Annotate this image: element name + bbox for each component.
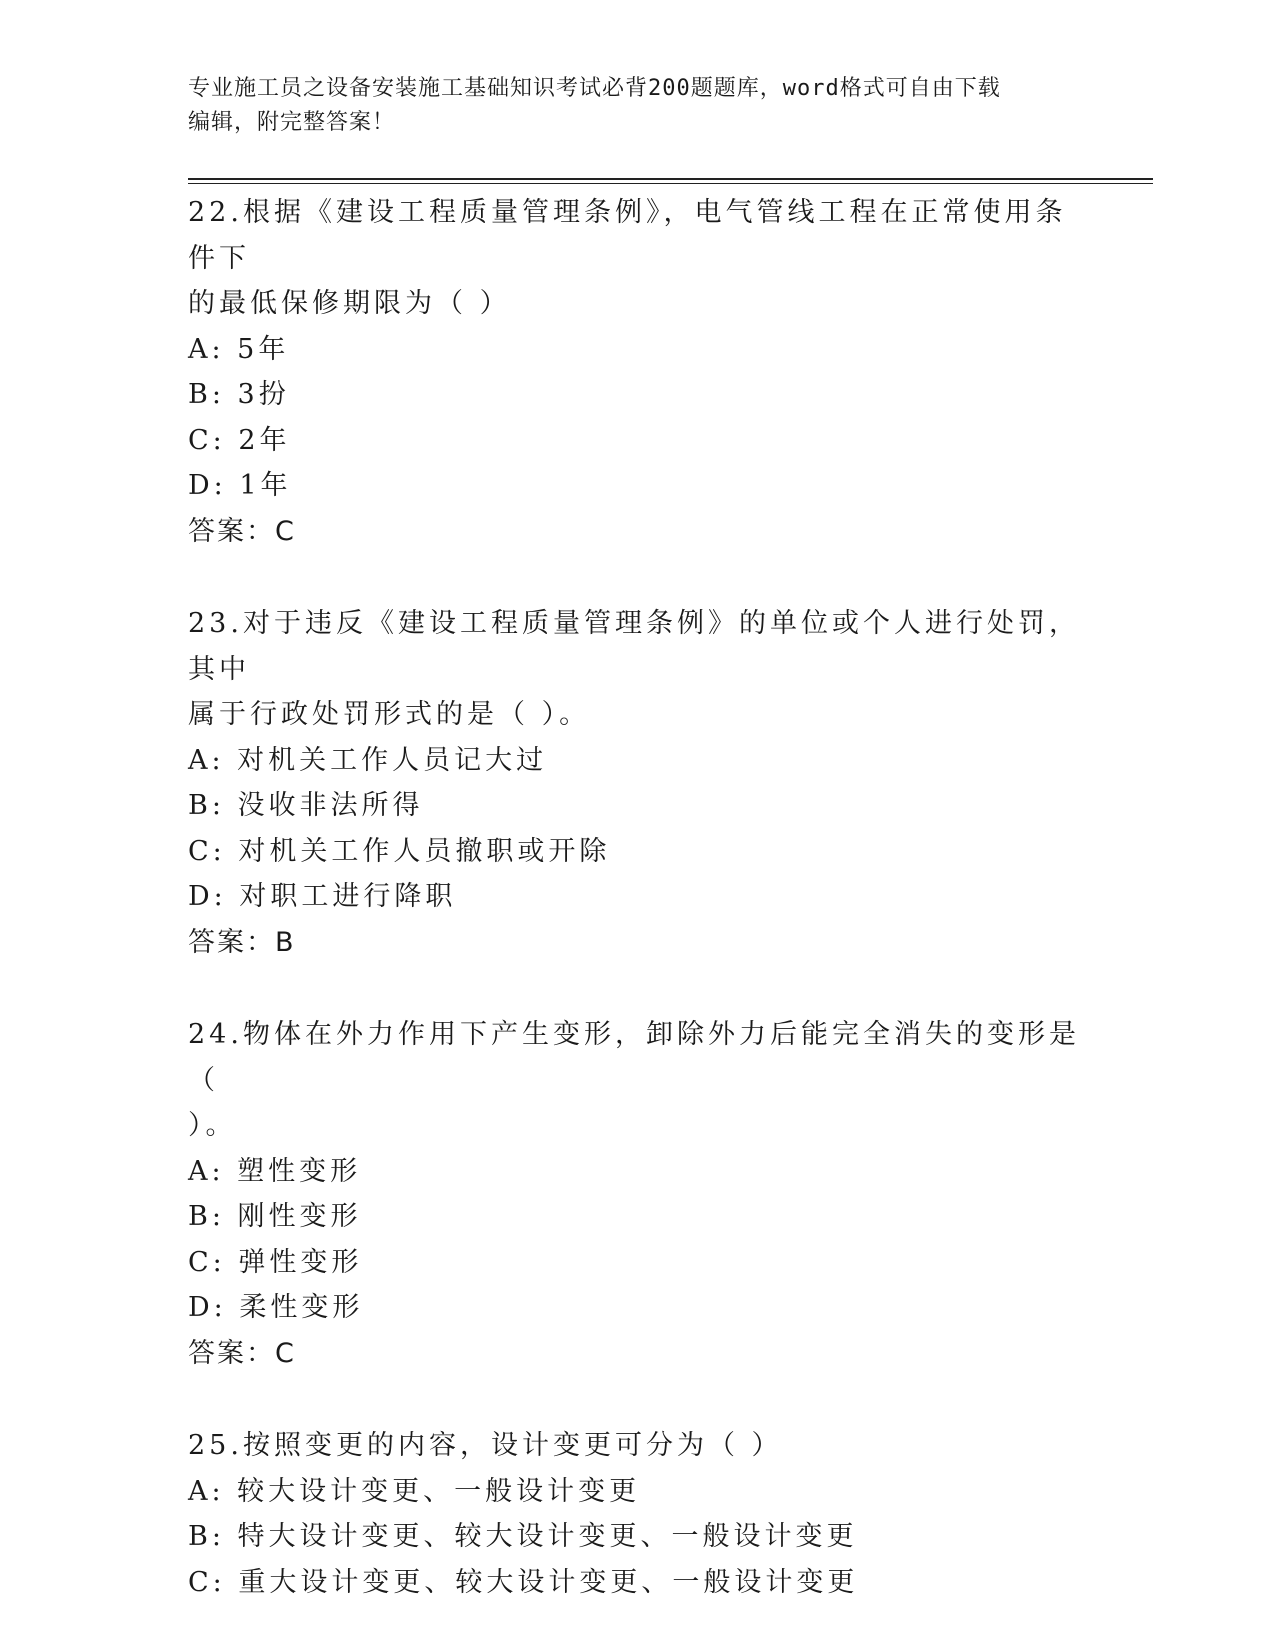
question-stem-line: 23.对于违反《建设工程质量管理条例》的单位或个人进行处罚，其中: [188, 608, 1080, 685]
option-a: A: 塑性变形: [188, 1155, 362, 1187]
question-stem-line: 的最低保修期限为（ ）: [188, 288, 511, 319]
option-b: B: 特大设计变更、较大设计变更、一般设计变更: [188, 1521, 858, 1552]
question-24: [188, 1012, 1088, 1376]
header-divider-thick: [188, 178, 1153, 180]
answer-line: 答案：C: [188, 1337, 296, 1369]
answer-line: 答案：B: [188, 926, 296, 958]
question-23: [188, 601, 1088, 965]
option-c: C: 弹性变形: [188, 1246, 363, 1278]
option-b: B: 3扮: [188, 379, 290, 410]
question-22: [188, 190, 1088, 554]
option-d: D: 1年: [188, 470, 292, 501]
answer-line: 答案：C: [188, 515, 296, 547]
option-d: D: 柔性变形: [188, 1292, 364, 1323]
option-a: A: 5年: [188, 333, 290, 365]
document-header: [188, 72, 1068, 140]
header-title-line-2: 编辑，附完整答案！: [188, 110, 396, 135]
question-stem-line: 25.按照变更的内容，设计变更可分为（ ）: [188, 1430, 783, 1461]
question-list: [188, 190, 1088, 1605]
header-title-line-1: 专业施工员之设备安装施工基础知识考试必背200题题库，word格式可自由下载: [188, 76, 1001, 101]
option-c: C: 重大设计变更、较大设计变更、一般设计变更: [188, 1566, 859, 1598]
header-divider-thin: [188, 183, 1153, 184]
option-a: A: 较大设计变更、一般设计变更: [188, 1475, 641, 1507]
question-25: [188, 1423, 1088, 1605]
option-c: C: 对机关工作人员撤职或开除: [188, 835, 611, 867]
question-stem-line: 24.物体在外力作用下产生变形，卸除外力后能完全消失的变形是（: [188, 1019, 1080, 1096]
option-c: C: 2年: [188, 424, 291, 456]
question-stem-line: 属于行政处罚形式的是（ ）。: [188, 699, 591, 730]
option-d: D: 对职工进行降职: [188, 881, 457, 912]
option-a: A: 对机关工作人员记大过: [188, 744, 548, 776]
option-b: B: 刚性变形: [188, 1201, 362, 1232]
question-stem-line: ）。: [188, 1110, 237, 1141]
option-b: B: 没收非法所得: [188, 790, 424, 821]
question-stem-line: 22.根据《建设工程质量管理条例》，电气管线工程在正常使用条件下: [188, 197, 1067, 274]
